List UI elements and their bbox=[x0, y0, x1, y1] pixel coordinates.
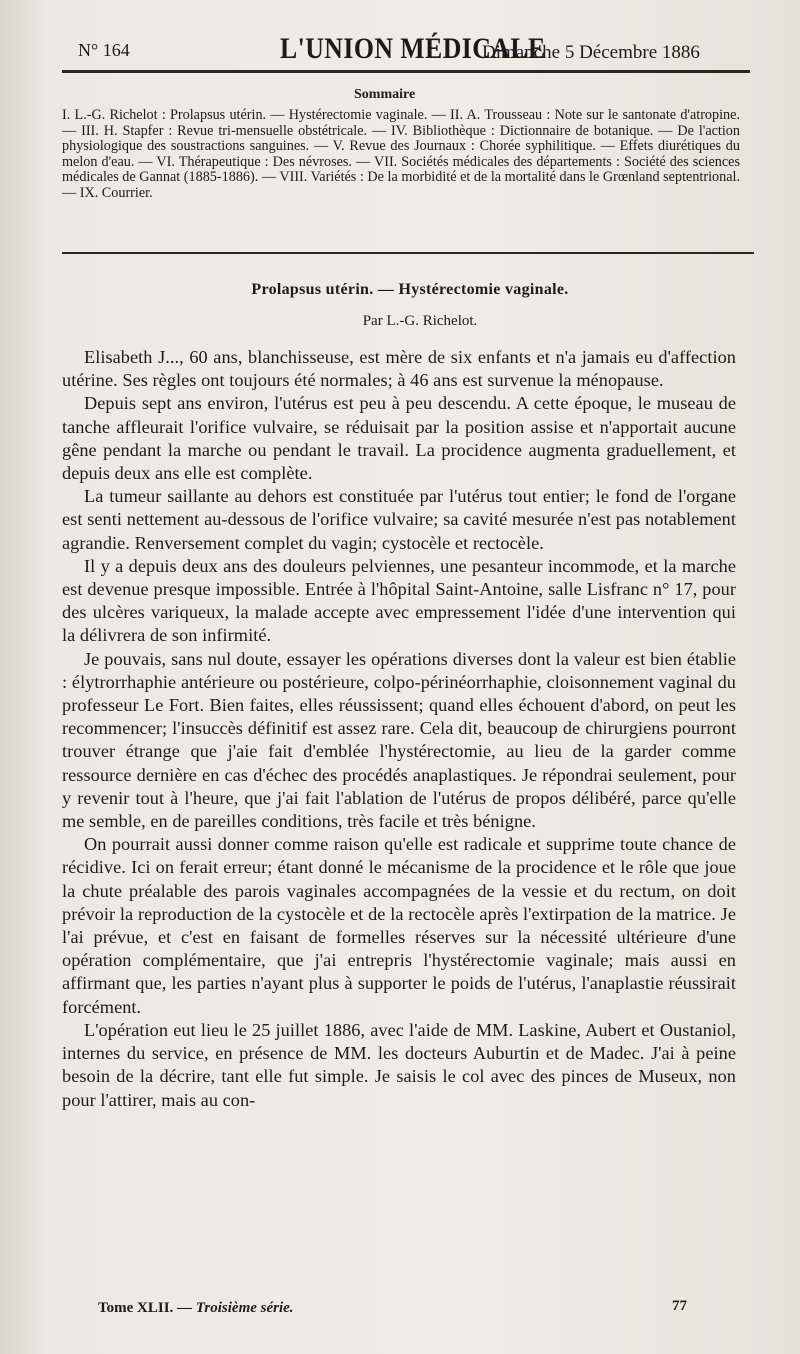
masthead bbox=[62, 28, 762, 68]
paragraph: La tumeur saillante au dehors est constituée par l'utérus tout entier; le fond de l'organe est senti nettement au-dessous de l'orifice vulvaire; sa cavité mesurée n'est pas notablement agrandie. Renversement complet du vagin; cystocèle et rectocèle. bbox=[62, 486, 736, 553]
page-number: 77 bbox=[672, 1298, 687, 1314]
paragraph: Il y a depuis deux ans des douleurs pelviennes, une pesanteur incommode, et la marche est devenue presque impossible. Entrée à l'hôpital Saint-Antoine, salle Lisfranc n° 17, pour des ulcères variqueux, la malade accepte avec empressement l'idée d'une intervention qui la délivrera de son infirmité. bbox=[62, 555, 736, 646]
paragraph: Je pouvais, sans nul doute, essayer les opérations diverses dont la valeur est bien établie : élytrorrhaphie antérieure ou postérieure, colpo-périnéorrhaphie, cloisonnement vaginal du professeur Le Fort. Bien faites, elles réussissent; quand elles échouent d'abord, on peut les recommencer; l'insuccès définitif est assez rare. Cela dit, beaucoup de chirurgiens pourront trouver étrange que j'aie fait d'emblée l'hystérectomie, au lieu de la garder comme ressource dernière en cas d'échec des procédés anaplastiques. Je répondrai seulement, pour y revenir tout à l'heure, que j'ai fait l'ablation de l'utérus de propos délibéré, parce qu'elle me semble, en de pareilles conditions, très facile et très bénigne. bbox=[62, 648, 736, 832]
issue-date: Dimanche 5 Décembre 1886 bbox=[482, 42, 700, 63]
article-body bbox=[62, 346, 736, 1112]
paragraph: On pourrait aussi donner comme raison qu'elle est radicale et supprime toute chance de récidive. Ici on ferait erreur; étant donné le mécanisme de la procidence et le rôle que joue la chute préalable des parois vaginales accompagnées de la vessie et du rectum, on doit prévoir la reproduction de la cystocèle et de la rectocèle après l'extirpation de la matrice. Je l'ai prévue, et c'est en faisant de formelles réserves sur la nécessité ultérieure d'une opération complémentaire, que j'ai entrepris l'hystérectomie vaginale; mais aussi en affirmant que, les parties n'ayant plus à supporter le poids de l'utérus, l'anaplastie réussirait forcément. bbox=[62, 834, 736, 1017]
footer-volume bbox=[98, 1300, 294, 1317]
paragraph: L'opération eut lieu le 25 juillet 1886, avec l'aide de MM. Laskine, Aubert et Oustaniol, internes du service, en présence de MM. les docteurs Auburtin et de Madec. J'ai à peine besoin de la décrire, tant elle fut simple. Je saisis le col avec des pinces de Museux, non pour l'attirer, mais au con- bbox=[62, 1019, 736, 1110]
summary-contents bbox=[62, 108, 740, 201]
paragraph: Elisabeth J..., 60 ans, blanchisseuse, est mère de six enfants et n'a jamais eu d'affection utérine. Ses règles ont toujours été normales; à 46 ans est survenue la ménopause. bbox=[62, 347, 736, 391]
summary-rule bbox=[62, 252, 754, 254]
article-byline: Par L.-G. Richelot. bbox=[362, 313, 478, 329]
issue-number: N° 164 bbox=[78, 40, 130, 60]
summary-title: Sommaire bbox=[354, 87, 416, 102]
series-label: Troisième série. bbox=[195, 1300, 294, 1316]
masthead-rule bbox=[62, 70, 750, 73]
journal-title: L'UNION MÉDICALE bbox=[280, 32, 546, 65]
paragraph: Depuis sept ans environ, l'utérus est peu à peu descendu. A cette époque, le museau de tanche affleurait l'orifice vulvaire, se réduisait par la position assise et n'apportait aucune gêne pendant la marche ou pendant le travail. La procidence augmenta graduellement, et depuis deux ans elle est complète. bbox=[62, 393, 736, 484]
volume-label: Tome XLII. — bbox=[98, 1300, 193, 1316]
summary-text: I. L.-G. Richelot : Prolapsus utérin. — Hystérectomie vaginale. — II. A. Trousseau : Note sur le santonate d'atropine. — III. H. Stapfer : Revue tri-mensuelle obstétricale. — IV. Bibliothèque : Dictionnaire de botanique. — De l'action physiologique des soustractions sanguines. — V. Revue des Journaux : Chorée syphilitique. — Effets diurétiques du melon d'eau. — VI. Thérapeutique : Des névroses. — VII. Sociétés médicales des départements : Société des sciences médicales de Gannat (1885-1886). — VIII. Variétés : De la morbidité et de la mortalité dans le Grœnland septentrional. — IX. Courrier. bbox=[62, 107, 740, 201]
article-title: Prolapsus utérin. — Hystérectomie vaginale. bbox=[251, 281, 569, 298]
